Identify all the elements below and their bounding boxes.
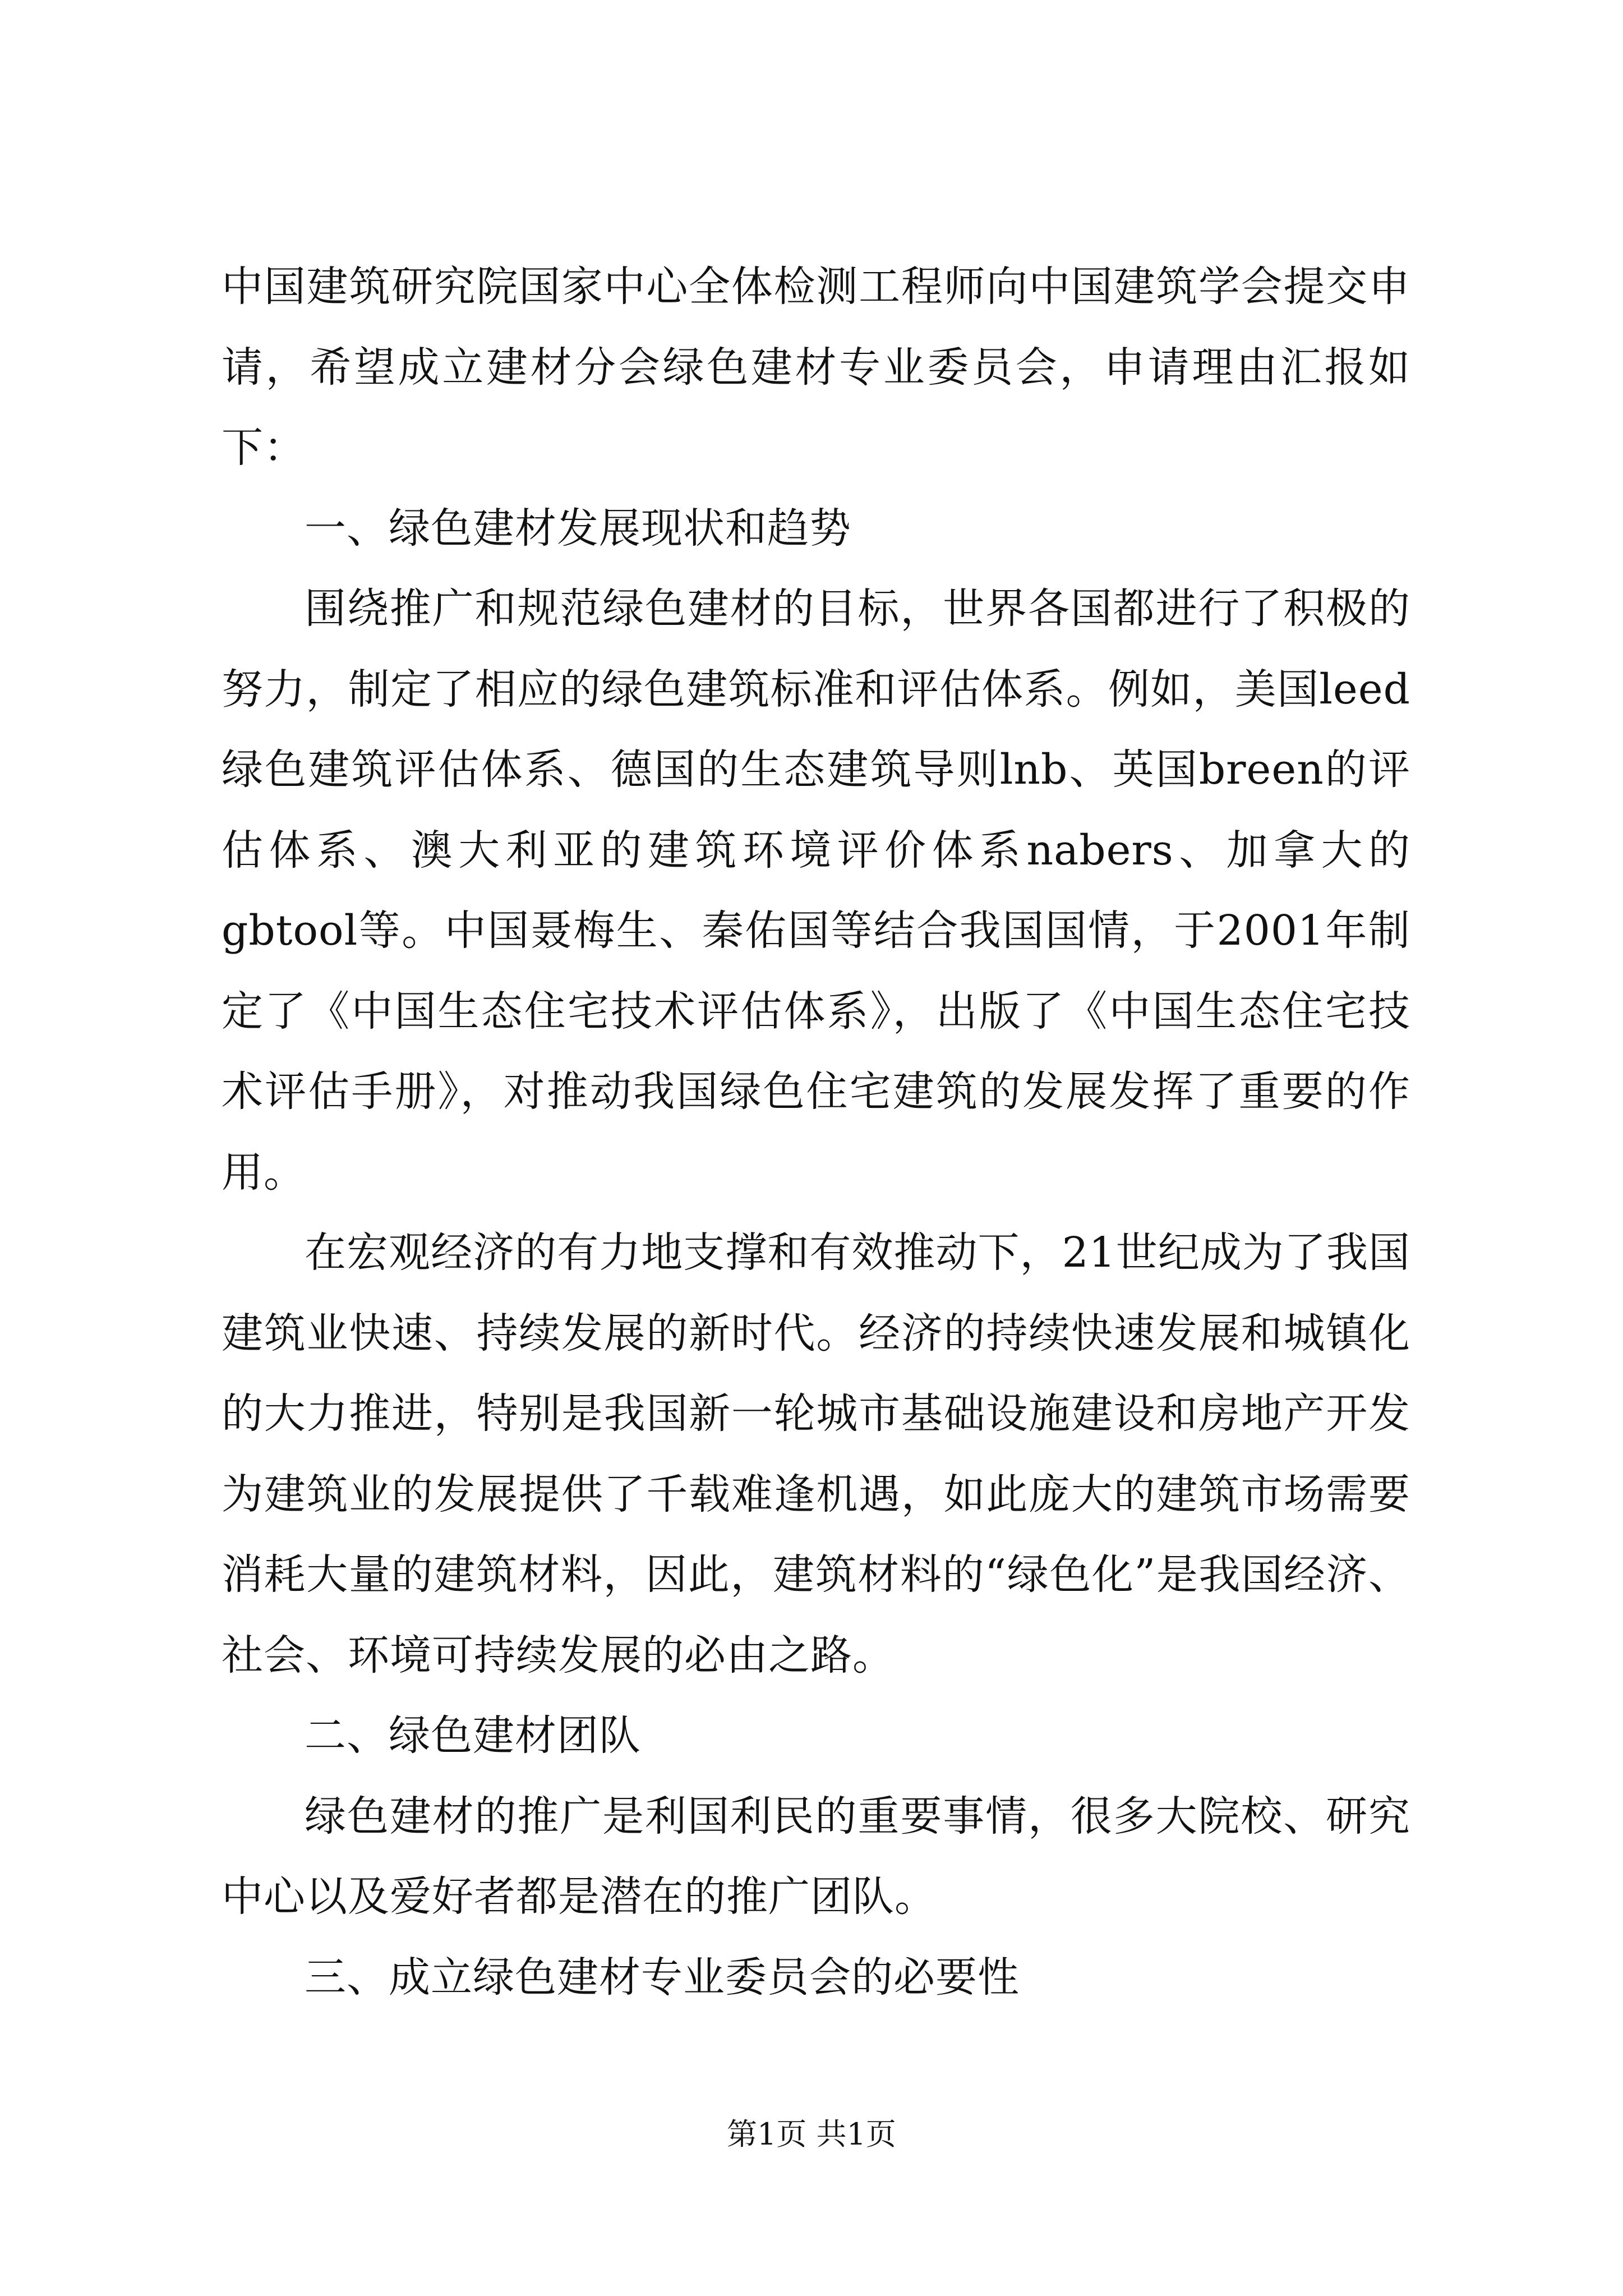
section-heading-2: 二、绿色建材团队	[305, 1711, 641, 1760]
paragraph-intro: 中国建筑研究院国家中心全体检测工程师向中国建筑学会提交申请，希望成立建材分会绿色建材专业委员会，申请理由汇报如下：	[222, 263, 1410, 472]
paragraph-team: 绿色建材的推广是利国利民的重要事情，很多大院校、研究中心以及爱好者都是潜在的推广团队。	[222, 1792, 1410, 1921]
paragraph-economy: 在宏观经济的有力地支撑和有效推动下，21世纪成为了我国建筑业快速、持续发展的新时代。经济的持续快速发展和城镇化的大力推进，特别是我国新一轮城市基础设施建设和房地产开发为建筑业的发展提供了千载难逢机遇，如此庞大的建筑市场需要消耗大量的建筑材料，因此，建筑材料的“绿色化”是我国经济、社会、环境可持续发展的必由之路。	[222, 1228, 1410, 1680]
paragraph-standards: 围绕推广和规范绿色建材的目标，世界各国都进行了积极的努力，制定了相应的绿色建筑标准和评估体系。例如，美国leed绿色建筑评估体系、德国的生态建筑导则lnb、英国breen的评估体系、澳大利亚的建筑环境评价体系nabers、加拿大的gbtool等。中国聂梅生、秦佑国等结合我国国情，于2001年制定了《中国生态住宅技术评估体系》，出版了《中国生态住宅技术评估手册》，对推动我国绿色住宅建筑的发展发挥了重要的作用。	[222, 585, 1410, 1197]
section-heading-1: 一、绿色建材发展现状和趋势	[305, 504, 851, 553]
document-body	[222, 247, 1410, 2018]
section-heading-3: 三、成立绿色建材专业委员会的必要性	[305, 1953, 1020, 2001]
page-footer: 第1页 共1页	[727, 2116, 896, 2152]
